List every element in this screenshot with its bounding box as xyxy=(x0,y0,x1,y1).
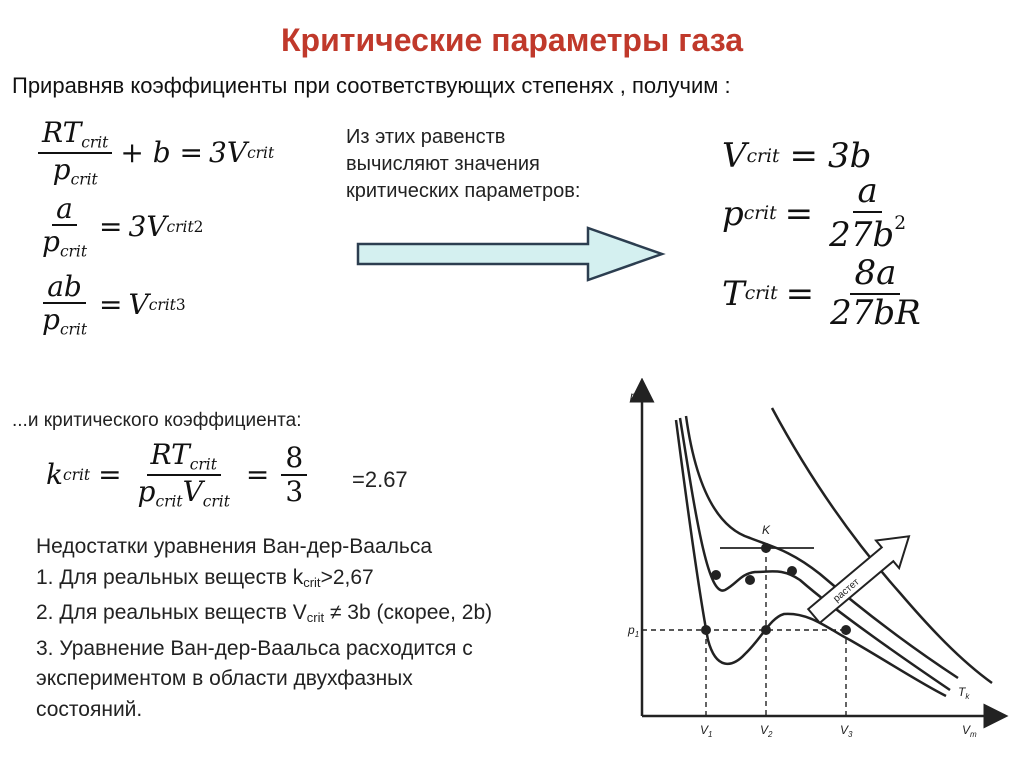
axis-label-p: p xyxy=(630,389,637,403)
equation-vcrit: V crit = 3b xyxy=(722,136,872,176)
koeff-label: ...и критического коэффициента: xyxy=(12,410,302,431)
label-p1: $p_1$ xyxy=(628,623,640,639)
label-v3: $V_3$ xyxy=(840,723,853,739)
list-item: экспериментом в области двухфазных xyxy=(36,667,413,690)
fraction: $\frac{RT_{crit}}{p_{crit}}$ xyxy=(38,118,112,187)
point xyxy=(701,625,711,635)
defects-heading: Недостатки уравнения Ван-дер-Ваальса xyxy=(36,535,432,558)
equation-1: $\frac{RT_{crit}}{p_{crit}}$ + b = 3V crit xyxy=(34,118,274,187)
point xyxy=(745,575,755,585)
equation-2: $\frac{a}{p_{crit}}$ = 3V crit 2 xyxy=(34,194,203,260)
fraction: $\frac{8}{3}$ xyxy=(281,443,307,506)
note-text: Из этих равенств вычисляют значения критических параметров: xyxy=(346,126,581,202)
list-item: 3. Уравнение Ван-дер-Ваальса расходится с xyxy=(36,636,473,660)
fraction: $\frac{ab}{p_{crit}}$ xyxy=(42,270,88,339)
koeff-value: =2.67 xyxy=(352,467,408,492)
fraction: $\frac{a}{p_{crit}}$ xyxy=(42,192,88,261)
equation-pcrit: p crit = $\frac{a}{27b^2}$ xyxy=(722,174,914,253)
isotherm-diagram xyxy=(600,378,1012,760)
point xyxy=(761,625,771,635)
list-item: 2. Для реальных веществ Vcrit ≠ 3b (скорее, 2b) xyxy=(36,601,493,625)
isotherm-below-critical xyxy=(676,420,946,696)
critical-point xyxy=(761,543,771,553)
fraction: $\frac{a}{27b^2}$ xyxy=(829,171,907,255)
fraction: $\frac{8a}{27bR}$ xyxy=(830,253,921,333)
label-tk: $T_k$ xyxy=(958,685,970,701)
label-k: K xyxy=(762,523,771,537)
increasing-arrow-icon xyxy=(802,523,920,630)
subtitle: Приравняв коэффициенты при соответствующих степенях , получим : xyxy=(12,73,731,98)
defects-list xyxy=(36,532,492,725)
axis-label-v: $V_m$ xyxy=(962,723,977,739)
point xyxy=(711,570,721,580)
equation-3: $\frac{ab}{p_{crit}}$ = V crit 3 xyxy=(34,272,186,338)
slide-title: Критические параметры газа xyxy=(281,22,743,58)
point xyxy=(841,625,851,635)
label-v1: $V_1$ xyxy=(700,723,713,739)
isotherm-above-critical xyxy=(680,418,950,690)
arrow-label: растет xyxy=(831,576,862,605)
fraction: $\frac{RT_{crit}}{p_{crit}V_{crit}}$ xyxy=(137,438,230,510)
equation-kcrit: k crit = $\frac{RT_{crit}}{p_{crit}V_{crit}}$ = $\frac{8}{3}$ xyxy=(46,440,311,509)
isotherm-critical xyxy=(686,416,958,678)
point xyxy=(787,566,797,576)
equation-tcrit: T crit = $\frac{8a}{27bR}$ xyxy=(722,256,929,331)
list-item: состояний. xyxy=(36,697,143,721)
right-arrow-icon xyxy=(356,224,668,284)
label-v2: $V_2$ xyxy=(760,723,773,739)
list-item: 1. Для реальных веществ kcrit>2,67 xyxy=(36,565,374,590)
